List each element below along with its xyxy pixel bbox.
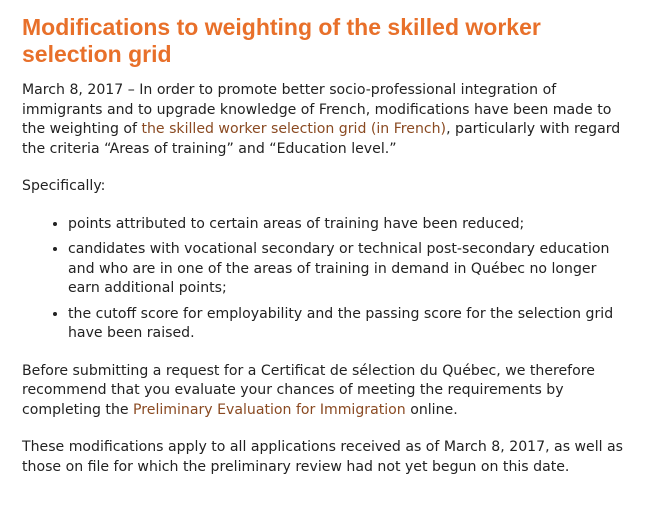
closing-paragraph: These modifications apply to all applications received as of March 8, 2017, as well as those on file for which the preliminary review had not yet begun on this date. — [22, 439, 624, 475]
intro-text-before: March 8, 2017 – In order to promote better socio-professional integration of immigrants and to upgrade knowledge of French, modifications have been made to the weighting of — [22, 82, 612, 137]
page-title: Modifications to weighting of the skilled worker selection grid — [22, 14, 541, 67]
recommend-paragraph — [22, 362, 632, 421]
specifically-label: Specifically: — [22, 178, 106, 194]
recommend-text-after: online. — [405, 401, 458, 418]
preliminary-evaluation-link[interactable]: Preliminary Evaluation for Immigration — [133, 401, 406, 418]
list-item: • points attributed to certain areas of training have been reduced; — [68, 215, 632, 235]
intro-text-after: , particularly with regard the criteria “Areas of training” and “Education level.” — [22, 121, 621, 157]
selection-grid-link[interactable]: the skilled worker selection grid (in French) — [141, 121, 447, 137]
list-item: • the cutoff score for employability and the passing score for the selection grid have been raised. — [68, 305, 632, 344]
list-item: • candidates with vocational secondary or technical post-secondary education and who are in one of the areas of training in demand in Québec no longer earn additional points; — [68, 240, 632, 299]
intro-paragraph — [22, 81, 632, 159]
recommend-text-before: Before submitting a request for a Certificat de sélection du Québec, we therefore recommend that you evaluate your chances of meeting the requirements by completing the — [22, 362, 595, 418]
modifications-list — [22, 215, 632, 344]
